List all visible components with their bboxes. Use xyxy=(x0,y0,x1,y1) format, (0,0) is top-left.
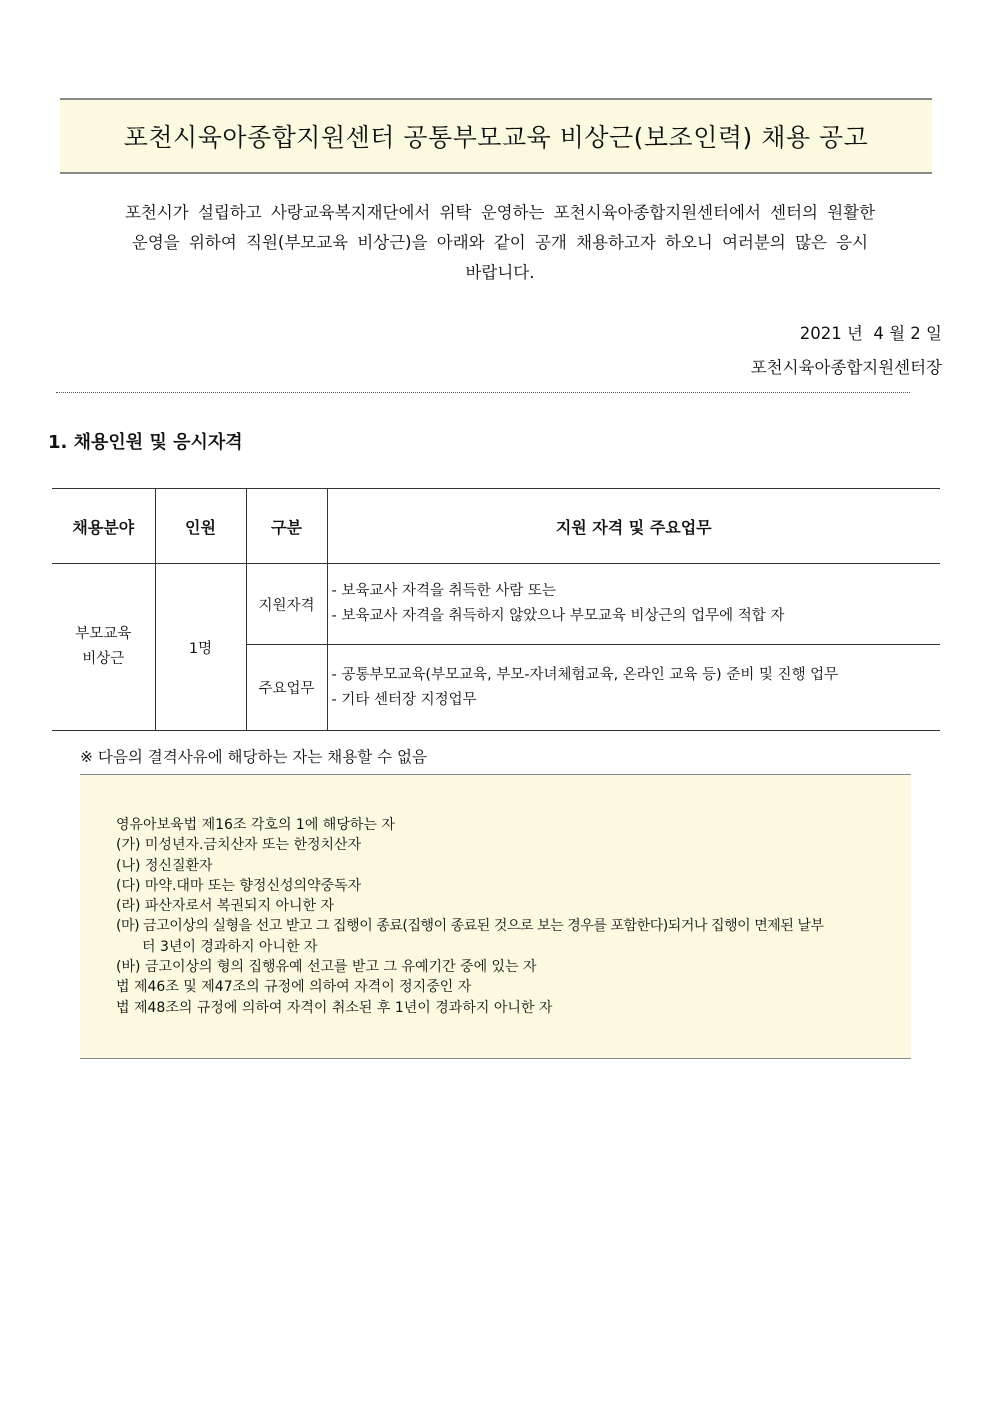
list-item: - 기타 센터장 지정업무 xyxy=(331,691,477,708)
dotted-divider xyxy=(56,392,910,393)
list-item: 영유아보육법 제16조 각호의 1에 해당하는 자 xyxy=(116,817,395,833)
list-item: (나) 정신질환자 xyxy=(116,857,213,874)
header-details: 지원 자격 및 주요업무 xyxy=(327,489,940,564)
list-item: 터 3년이 경과하지 아니한 자 xyxy=(142,938,318,955)
list-item: (라) 파산자로서 복권되지 아니한 자 xyxy=(116,898,335,915)
intro-line: 바랍니다. xyxy=(465,263,535,282)
field-line: 부모교육 xyxy=(75,626,132,642)
header-count: 인원 xyxy=(155,489,246,564)
intro-line: 운영을 위하여 직원(부모교육 비상근)을 아래와 같이 공개 채용하고자 하오니 여러분의 많은 응시 xyxy=(131,233,869,252)
intro-paragraph xyxy=(60,198,940,288)
announcement-date: 2021 년 4 월 2 일 xyxy=(799,324,942,343)
list-item: (가) 미성년자.금치산자 또는 한정치산자 xyxy=(116,837,362,854)
header-field: 채용분야 xyxy=(52,489,155,564)
section-title: 1. 채용인원 및 응시자격 xyxy=(48,432,243,453)
disqualification-notice: ※ 다음의 결격사유에 해당하는 자는 채용할 수 없음 xyxy=(80,748,427,766)
signer: 포천시육아종합지원센터장 xyxy=(750,358,942,377)
list-item: - 보육교사 자격을 취득하지 않았으나 부모교육 비상근의 업무에 적합 자 xyxy=(331,608,785,624)
category-cell: 지원자격 xyxy=(246,564,327,645)
details-cell xyxy=(327,645,940,731)
list-item: 법 제46조 및 제47조의 규정에 의하여 자격이 정지중인 자 xyxy=(116,979,472,996)
list-item: - 공통부모교육(부모교육, 부모-자녀체험교육, 온라인 교육 등) 준비 및 진행 업무 xyxy=(331,666,839,683)
list-item: 법 제48조의 규정에 의하여 자격이 취소된 후 1년이 경과하지 아니한 자 xyxy=(116,999,553,1016)
table-header-row xyxy=(52,489,940,564)
title-banner xyxy=(60,98,932,174)
recruitment-table xyxy=(52,488,940,731)
header-category: 구분 xyxy=(246,489,327,564)
table-row xyxy=(52,564,940,645)
category-cell: 주요업무 xyxy=(246,645,327,731)
list-item: - 보육교사 자격을 취득한 사람 또는 xyxy=(331,583,556,599)
list-item: (마) 금고이상의 실형을 선고 받고 그 집행이 종료(집행이 종료된 것으로 보는 경우를 포함한다)되거나 집행이 면제된 날부 xyxy=(116,918,824,935)
details-cell xyxy=(327,564,940,645)
disqualification-box xyxy=(80,774,911,1059)
list-item: (다) 마약.대마 또는 향정신성의약중독자 xyxy=(116,877,362,894)
count-cell: 1명 xyxy=(155,564,246,731)
field-cell xyxy=(52,564,155,731)
field-line: 비상근 xyxy=(82,651,125,667)
list-item: (바) 금고이상의 형의 집행유예 선고를 받고 그 유예기간 중에 있는 자 xyxy=(116,959,537,976)
page-title: 포천시육아종합지원센터 공통부모교육 비상근(보조인력) 채용 공고 xyxy=(123,123,869,152)
intro-line: 포천시가 설립하고 사랑교육복지재단에서 위탁 운영하는 포천시육아종합지원센터에서 센터의 원활한 xyxy=(124,203,876,222)
